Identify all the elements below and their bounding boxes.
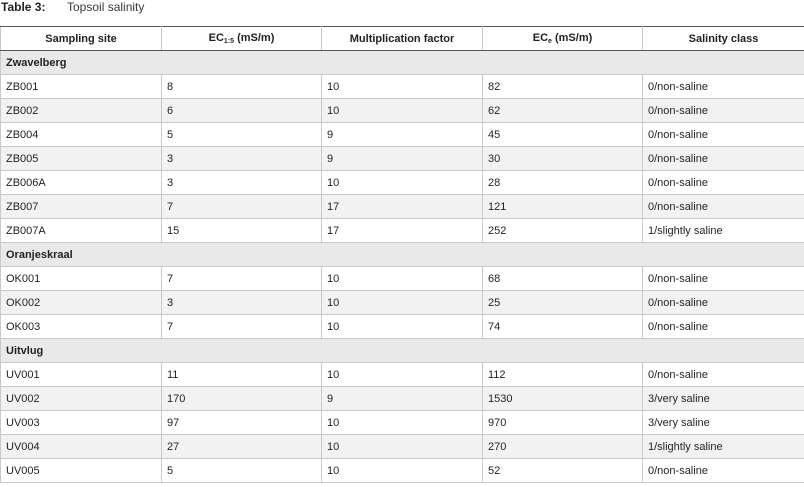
header-ec-unit: (mS/m) [237,32,275,44]
header-ec-1-5 [162,27,322,51]
topsoil-salinity-table [0,26,804,483]
cell-multiplication-factor: 10 [322,459,483,483]
cell-salinity-class: 0/non-saline [643,291,804,315]
cell-salinity-class: 0/non-saline [643,459,804,483]
cell-salinity-class: 0/non-saline [643,75,804,99]
cell-sampling-site: UV001 [1,363,162,387]
cell-sampling-site: ZB006A [1,171,162,195]
cell-ec-1-5: 6 [162,99,322,123]
cell-ec-e: 62 [483,99,643,123]
cell-salinity-class: 1/slightly saline [643,219,804,243]
cell-sampling-site: OK003 [1,315,162,339]
table-row [1,411,804,435]
header-multiplication-factor: Multiplication factor [322,27,483,51]
cell-salinity-class: 0/non-saline [643,99,804,123]
cell-ec-e: 252 [483,219,643,243]
table-row [1,459,804,483]
cell-multiplication-factor: 10 [322,363,483,387]
cell-ec-1-5: 7 [162,267,322,291]
cell-salinity-class: 0/non-saline [643,315,804,339]
cell-multiplication-factor: 9 [322,123,483,147]
cell-ec-e: 45 [483,123,643,147]
header-sampling-site: Sampling site [1,27,162,51]
cell-salinity-class: 3/very saline [643,387,804,411]
cell-sampling-site: ZB001 [1,75,162,99]
cell-ec-1-5: 11 [162,363,322,387]
cell-ec-1-5: 3 [162,291,322,315]
cell-ec-e: 68 [483,267,643,291]
cell-salinity-class: 0/non-saline [643,195,804,219]
cell-ec-e: 25 [483,291,643,315]
header-salinity-class: Salinity class [643,27,804,51]
cell-ec-1-5: 7 [162,195,322,219]
table-body [1,51,804,483]
table-row [1,363,804,387]
cell-sampling-site: ZB002 [1,99,162,123]
table-row [1,123,804,147]
cell-sampling-site: ZB007 [1,195,162,219]
table-title: Topsoil salinity [67,0,145,14]
cell-multiplication-factor: 9 [322,387,483,411]
cell-sampling-site: ZB005 [1,147,162,171]
cell-ec-e: 112 [483,363,643,387]
cell-ec-e: 52 [483,459,643,483]
cell-ec-e: 270 [483,435,643,459]
cell-ec-1-5: 170 [162,387,322,411]
cell-salinity-class: 3/very saline [643,411,804,435]
group-row [1,339,804,363]
header-ec-e [483,27,643,51]
table-header [1,27,804,51]
cell-salinity-class: 0/non-saline [643,171,804,195]
table-row [1,435,804,459]
cell-salinity-class: 1/slightly saline [643,435,804,459]
table-row [1,75,804,99]
cell-sampling-site: UV003 [1,411,162,435]
cell-multiplication-factor: 10 [322,75,483,99]
table-row [1,267,804,291]
cell-multiplication-factor: 9 [322,147,483,171]
cell-multiplication-factor: 10 [322,435,483,459]
group-label: Uitvlug [1,339,804,363]
group-label: Oranjeskraal [1,243,804,267]
cell-ec-1-5: 15 [162,219,322,243]
cell-ec-e: 121 [483,195,643,219]
table-row [1,387,804,411]
cell-multiplication-factor: 10 [322,267,483,291]
cell-sampling-site: UV004 [1,435,162,459]
table-row [1,195,804,219]
header-ece-subscript: e [548,38,552,45]
cell-ec-1-5: 5 [162,459,322,483]
cell-multiplication-factor: 17 [322,219,483,243]
table-row [1,315,804,339]
cell-salinity-class: 0/non-saline [643,123,804,147]
cell-ec-1-5: 97 [162,411,322,435]
header-ece-unit: (mS/m) [554,32,593,44]
table-caption [0,0,804,26]
cell-sampling-site: ZB004 [1,123,162,147]
group-label: Zwavelberg [1,51,804,75]
header-ec-subscript: 1:5 [223,38,235,45]
cell-ec-e: 1530 [483,387,643,411]
cell-ec-e: 30 [483,147,643,171]
header-ece-prefix: EC [532,32,549,44]
cell-multiplication-factor: 10 [322,411,483,435]
cell-salinity-class: 0/non-saline [643,147,804,171]
header-row [1,27,804,51]
cell-ec-e: 28 [483,171,643,195]
cell-salinity-class: 0/non-saline [643,267,804,291]
group-row [1,243,804,267]
cell-ec-1-5: 5 [162,123,322,147]
cell-multiplication-factor: 10 [322,315,483,339]
cell-ec-1-5: 27 [162,435,322,459]
cell-sampling-site: UV002 [1,387,162,411]
table-row [1,219,804,243]
group-row [1,51,804,75]
table-row [1,147,804,171]
cell-sampling-site: OK002 [1,291,162,315]
table-row [1,291,804,315]
cell-multiplication-factor: 10 [322,99,483,123]
cell-ec-1-5: 8 [162,75,322,99]
cell-ec-1-5: 7 [162,315,322,339]
cell-sampling-site: UV005 [1,459,162,483]
table-number: Table 3: [1,0,46,14]
table-row [1,99,804,123]
cell-ec-1-5: 3 [162,171,322,195]
cell-multiplication-factor: 10 [322,171,483,195]
cell-ec-e: 970 [483,411,643,435]
header-ec-prefix: EC [208,32,224,44]
cell-sampling-site: ZB007A [1,219,162,243]
cell-multiplication-factor: 17 [322,195,483,219]
cell-sampling-site: OK001 [1,267,162,291]
cell-ec-1-5: 3 [162,147,322,171]
cell-ec-e: 74 [483,315,643,339]
cell-salinity-class: 0/non-saline [643,363,804,387]
table-row [1,171,804,195]
cell-ec-e: 82 [483,75,643,99]
cell-multiplication-factor: 10 [322,291,483,315]
